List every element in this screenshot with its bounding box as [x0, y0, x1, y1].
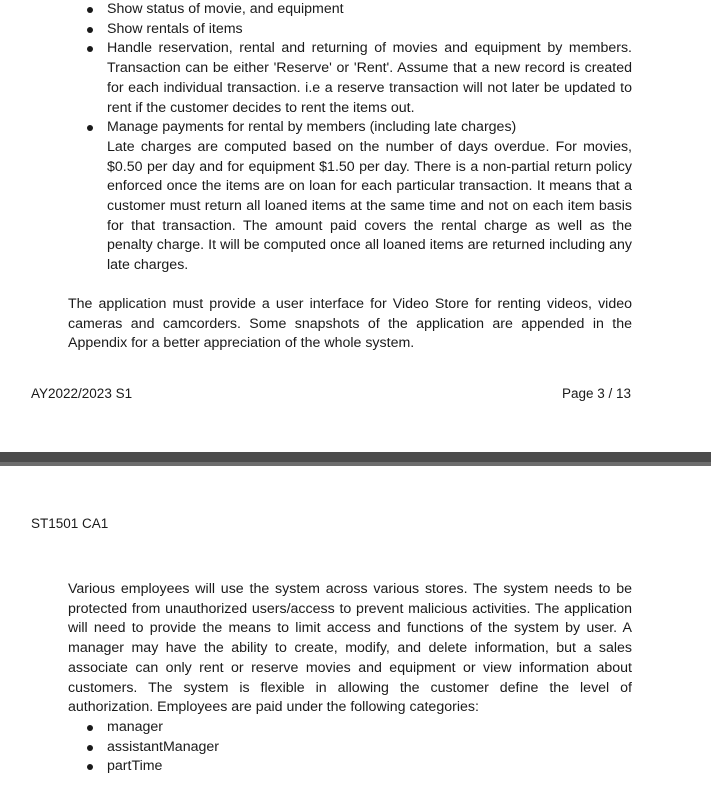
page-number: Page 3 / 13 [562, 386, 632, 401]
list-item [107, 738, 507, 758]
bullet-text: partTime [107, 758, 163, 775]
bullet-subtext: Late charges are computed based on the number of days overdue. For movies, $0.50 per day and for equipment $1.50 per day. There is a non-partial return policy enforced once the items are on loan for each particular transaction. It means that a customer must return all loaned items at the same time and not on each item basis for that transaction. The amount paid covers the rental charge as well as the penalty charge. It will be computed once all loaned items are returned including any late charges. [107, 138, 632, 274]
page-4 [0, 466, 711, 792]
list-item [107, 20, 632, 40]
employee-category-list [107, 718, 507, 777]
bullet-icon [87, 725, 93, 731]
feature-bullet-list [107, 0, 632, 276]
bullet-text: Show status of movie, and equipment [107, 1, 344, 17]
list-item [107, 39, 632, 118]
list-item [107, 757, 507, 777]
bullet-text: Handle reservation, rental and returning of movies and equipment by members. Transaction can be either 'Reserve' or 'Rent'. Assume that a new record is created for each individual transaction. i.e a reserve transaction will not later be updated to rent if the customer decides to rent the items out. [107, 40, 632, 116]
bullet-icon [87, 125, 93, 131]
body-paragraph: The application must provide a user interface for Video Store for renting videos, video cameras and camcorders. Some snapshots of the application are appended in the Appendix for a better appreciation of the whole system. [68, 296, 632, 352]
bullet-text: manager [107, 719, 163, 735]
header-course-code: ST1501 CA1 [31, 516, 109, 531]
bullet-icon [87, 764, 93, 770]
bullet-icon [87, 46, 93, 52]
bullet-text: Manage payments for rental by members (including late charges) [107, 119, 517, 136]
footer-term: AY2022/2023 S1 [31, 386, 133, 401]
body-paragraph: Various employees will use the system across various stores. The system needs to be protected from unauthorized users/access to prevent malicious activities. The application will need to provide the means to limit access and functions of the system by user. A manager may have the ability to create, modify, and delete information, but a sales associate can only rent or reserve movies and equipment or view information about customers. The system is flexible in allowing the customer define the level of authorization. Employees are paid under the following categories: [68, 581, 632, 716]
bullet-text: assistantManager [107, 738, 219, 755]
page-separator [0, 452, 711, 466]
list-item [107, 0, 632, 20]
bullet-icon [87, 27, 93, 33]
bullet-icon [87, 745, 93, 751]
list-item [107, 718, 507, 738]
bullet-text: Show rentals of items [107, 20, 243, 37]
bullet-icon [87, 7, 93, 13]
list-item [107, 118, 632, 276]
